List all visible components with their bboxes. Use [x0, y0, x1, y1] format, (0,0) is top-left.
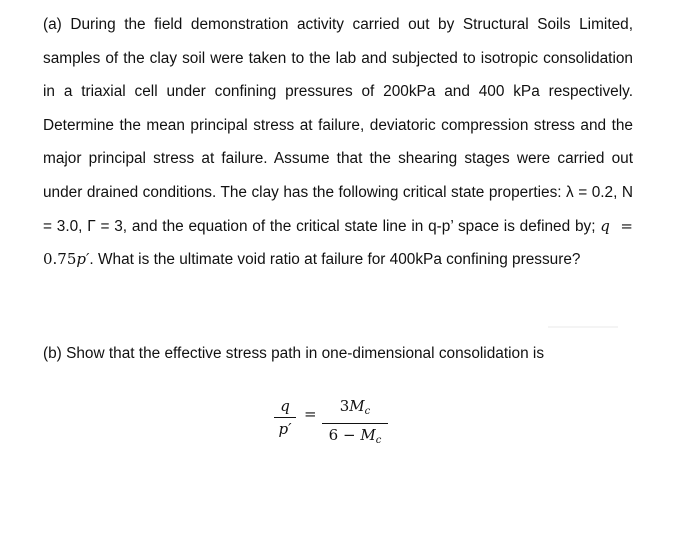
denominator-subscript: c — [375, 435, 382, 446]
denominator-constant: 6 — [328, 426, 339, 444]
fraction-right-numerator — [340, 397, 371, 421]
formula-equals-sign: = — [304, 405, 317, 423]
fraction-mc-expression — [322, 397, 388, 450]
equation-lhs: q — [600, 216, 610, 235]
part-b-text: (b) Show that the effective stress path in one-dimensional consolidation is — [43, 345, 545, 362]
denominator-operator: − — [343, 426, 356, 444]
equation-variable: p′ — [76, 250, 90, 269]
faint-mark — [548, 326, 618, 328]
equation-period: . — [89, 251, 94, 269]
numerator-subscript: c — [364, 406, 371, 417]
question-part-a — [43, 8, 633, 277]
fraction-right-bar — [322, 423, 388, 424]
fraction-q-over-p — [274, 397, 296, 438]
denominator-variable: M — [360, 426, 376, 444]
equation-equals: = — [620, 216, 633, 235]
part-a-text-2: What is the ultimate void ratio at failure for 400kPa confining pressure? — [97, 251, 581, 269]
numerator-coefficient: 3 — [339, 397, 350, 415]
fraction-left-numerator: q — [280, 397, 290, 415]
numerator-variable: M — [349, 397, 365, 415]
fraction-left-denominator: p′ — [278, 420, 292, 438]
question-part-b — [43, 344, 633, 364]
part-a-text-1: (a) During the field demonstration activity carried out by Structural Soils Limited, samples of the clay soil were taken to the lab and subjected to isotropic consolidation in a triaxial cell under confining pressures of 200kPa and 400 kPa respectively. Determine the mean principal stress at failure, deviatoric compression stress and the major principal stress at failure. Assume that the shearing stages were carried out under drained conditions. The clay has the following critical state properties: λ = 0.2, N = 3.0, Γ = 3, and the equation of the critical state line in q-p’ space is defined by; — [43, 16, 633, 235]
fraction-left-bar — [274, 417, 296, 418]
fraction-right-denominator — [329, 426, 382, 450]
equation-coefficient: 0.75 — [43, 250, 77, 269]
